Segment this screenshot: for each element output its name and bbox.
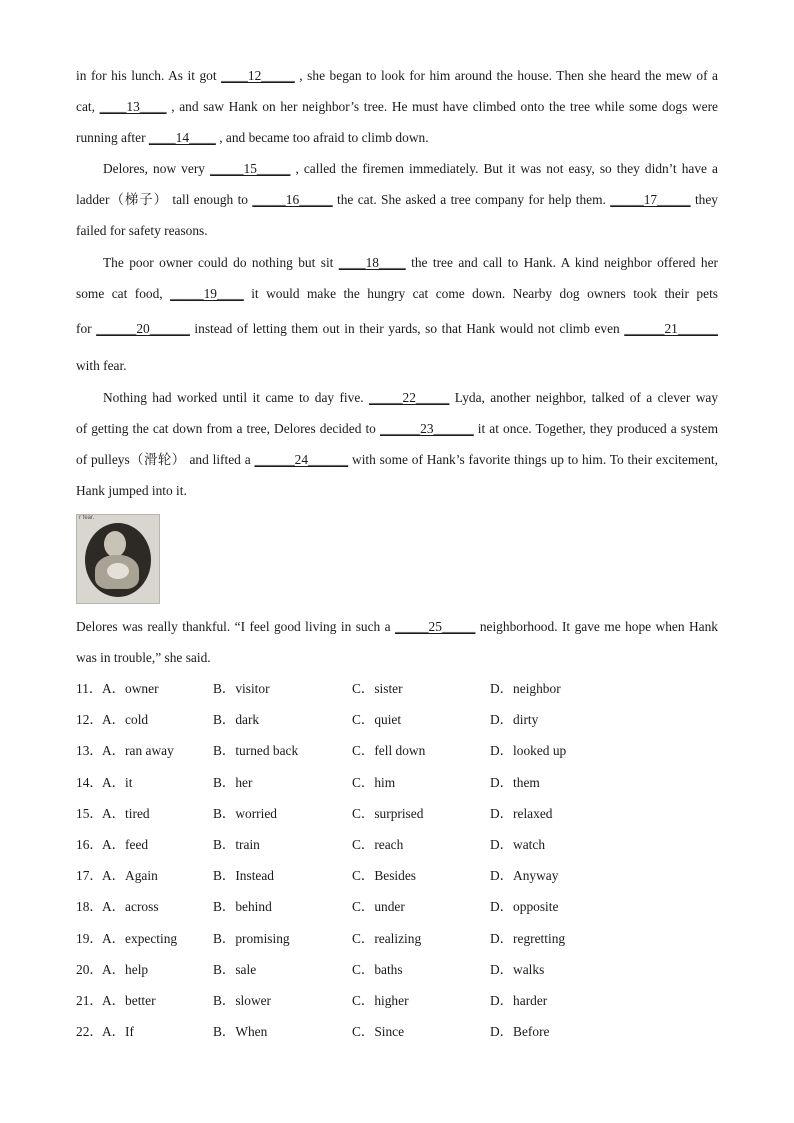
option-b[interactable]: B．behind (213, 899, 272, 915)
option-d[interactable]: D．harder (490, 993, 548, 1008)
question-row (76, 897, 718, 917)
option-c[interactable]: C．higher (352, 993, 409, 1008)
option-b[interactable]: B．visitor (213, 681, 270, 696)
option-c[interactable]: C．under (352, 899, 405, 915)
option-c[interactable]: C．surprised (352, 805, 424, 821)
option-a[interactable]: A．If (102, 1024, 134, 1040)
option-a[interactable]: A．better (102, 993, 156, 1008)
question-number: 21． (76, 993, 103, 1008)
option-b[interactable]: B．slower (213, 993, 272, 1008)
question-row (76, 710, 718, 730)
passage-line (76, 128, 718, 148)
question-row (76, 991, 718, 1011)
answer-blank: _____16_____ (252, 192, 333, 207)
option-a[interactable]: A．it (102, 774, 133, 790)
passage-text: , and saw Hank on her neighbor’s tree. He must have climbed onto the tree while some dogs were (166, 99, 718, 114)
passage-text: they (690, 192, 718, 207)
option-a[interactable]: A．ran away (102, 743, 174, 759)
passage-text: some cat food, (76, 286, 171, 301)
answer-blank: ____18____ (338, 255, 406, 270)
answer-blank: ______21______ (624, 321, 718, 336)
answer-blank: ______23______ (379, 421, 474, 436)
option-c[interactable]: C．sister (352, 681, 403, 696)
cat-figure (107, 563, 129, 579)
option-b[interactable]: B．worried (213, 805, 277, 821)
option-c[interactable]: C．Since (352, 1024, 405, 1040)
passage-text: of getting the cat down from a tree, Delores decided to (76, 421, 380, 436)
option-a[interactable]: A．owner (102, 681, 159, 696)
passage-text: cat, (76, 99, 100, 114)
passage-line (76, 159, 718, 179)
answer-blank: ______20______ (96, 321, 190, 336)
option-d[interactable]: D．dirty (490, 712, 539, 728)
option-b[interactable]: B．Instead (213, 868, 274, 884)
question-row (76, 1022, 718, 1042)
passage-line (76, 221, 718, 241)
passage-text: The poor owner could do nothing but sit (103, 255, 339, 270)
option-d[interactable]: D．relaxed (490, 805, 553, 821)
option-a[interactable]: A．cold (102, 712, 149, 728)
question-row (76, 929, 718, 949)
passage-text: running after (76, 130, 149, 145)
option-a[interactable]: A．across (102, 899, 159, 915)
option-b[interactable]: B．dark (213, 712, 260, 728)
option-b[interactable]: B．sale (213, 961, 257, 977)
option-c[interactable]: C．reach (352, 837, 404, 852)
passage-text: Hank jumped into it. (76, 483, 187, 498)
passage-text: instead of letting them out in their yards, so that Hank would not climb even (189, 321, 625, 336)
option-d[interactable]: D．Before (490, 1024, 550, 1040)
question-row (76, 741, 718, 761)
passage-line (76, 284, 718, 304)
passage-line (76, 450, 718, 470)
option-d[interactable]: D．them (490, 774, 540, 790)
option-c[interactable]: C．him (352, 774, 396, 790)
answer-blank: _____25_____ (395, 619, 476, 634)
passage-text: neighborhood. It gave me hope when Hank (475, 619, 718, 634)
option-b[interactable]: B．promising (213, 930, 290, 946)
answer-blank: ______24______ (254, 452, 349, 467)
question-row (76, 679, 718, 699)
passage-text: the tree and call to Hank. A kind neighbor offered her (405, 255, 718, 270)
answer-blank: ____13____ (99, 99, 167, 114)
option-d[interactable]: D．Anyway (490, 868, 559, 884)
option-b[interactable]: B．turned back (213, 743, 299, 759)
question-number: 19． (76, 930, 103, 946)
passage-text: of pulleys（滑轮） and lifted a (76, 452, 255, 467)
question-number: 14． (76, 774, 103, 790)
question-number: 11． (76, 681, 103, 696)
option-a[interactable]: A．Again (102, 868, 158, 884)
question-number: 13． (76, 743, 103, 759)
question-row (76, 773, 718, 793)
option-b[interactable]: B．train (213, 837, 260, 852)
option-b[interactable]: B．When (213, 1024, 268, 1040)
passage-line (76, 190, 718, 210)
option-d[interactable]: D．watch (490, 837, 546, 852)
option-d[interactable]: D．walks (490, 961, 545, 977)
option-a[interactable]: A．help (102, 961, 149, 977)
photo-caption: r fear. (79, 515, 95, 521)
option-a[interactable]: A．expecting (102, 930, 178, 946)
passage-text: with fear. (76, 358, 127, 373)
passage-line (76, 97, 718, 117)
passage-text: Delores, now very (103, 161, 211, 176)
option-c[interactable]: C．quiet (352, 712, 402, 728)
passage-line (76, 388, 718, 408)
option-b[interactable]: B．her (213, 774, 253, 790)
passage-text: Lyda, another neighbor, talked of a clever way (449, 390, 719, 405)
answer-blank: _____17_____ (610, 192, 691, 207)
question-number: 18． (76, 899, 103, 915)
option-d[interactable]: D．regretting (490, 930, 566, 946)
passage-text: for (76, 321, 97, 336)
passage-line (76, 419, 718, 439)
answer-blank: _____19____ (170, 286, 244, 301)
passage-line (76, 481, 718, 501)
question-row (76, 835, 718, 855)
passage-text: , she began to look for him around the house. Then she heard the mew of a (294, 68, 718, 83)
option-d[interactable]: D．opposite (490, 899, 559, 915)
answer-blank: _____15_____ (210, 161, 291, 176)
question-row (76, 866, 718, 886)
passage-line (76, 319, 718, 339)
question-number: 15． (76, 805, 103, 821)
option-d[interactable]: D．neighbor (490, 681, 561, 696)
passage-text: , and became too afraid to climb down. (215, 130, 429, 145)
passage-text: Nothing had worked until it came to day five. (103, 390, 370, 405)
question-number: 16． (76, 837, 103, 852)
answer-blank: ____12_____ (221, 68, 295, 83)
portrait-face (104, 531, 126, 557)
passage-text: , called the firemen immediately. But it was not easy, so they didn’t have a (290, 161, 719, 176)
passage-text: failed for safety reasons. (76, 223, 208, 238)
question-number: 20． (76, 961, 103, 977)
option-a[interactable]: A．tired (102, 805, 150, 821)
answer-blank: _____22_____ (369, 390, 450, 405)
question-number: 22． (76, 1024, 103, 1040)
passage-text: it would make the hungry cat come down. Nearby dog owners took their pets (243, 286, 718, 301)
option-c[interactable]: C．baths (352, 961, 403, 977)
passage-text: the cat. She asked a tree company for help them. (332, 192, 611, 207)
option-c[interactable]: C．realizing (352, 930, 422, 946)
passage-text: in for his lunch. As it got (76, 68, 222, 83)
question-row (76, 960, 718, 980)
passage-text: Delores was really thankful. “I feel good living in such a (76, 619, 396, 634)
passage-line (76, 66, 718, 86)
passage-text: with some of Hank’s favorite things up to him. To their excitement, (348, 452, 718, 467)
passage-line (76, 648, 718, 668)
passage-text: was in trouble,” she said. (76, 650, 211, 665)
passage-text: it at once. Together, they produced a system (473, 421, 718, 436)
passage-line (76, 617, 718, 637)
option-a[interactable]: A．feed (102, 837, 149, 852)
option-c[interactable]: C．fell down (352, 743, 426, 759)
option-d[interactable]: D．looked up (490, 743, 567, 759)
question-number: 12． (76, 712, 103, 728)
answer-blank: ____14____ (148, 130, 216, 145)
question-number: 17． (76, 868, 103, 884)
passage-line (76, 356, 718, 376)
passage-text: ladder（梯子） tall enough to (76, 192, 253, 207)
question-row (76, 804, 718, 824)
option-c[interactable]: C．Besides (352, 868, 416, 884)
cat-photo (76, 514, 160, 604)
passage-line (76, 253, 718, 273)
